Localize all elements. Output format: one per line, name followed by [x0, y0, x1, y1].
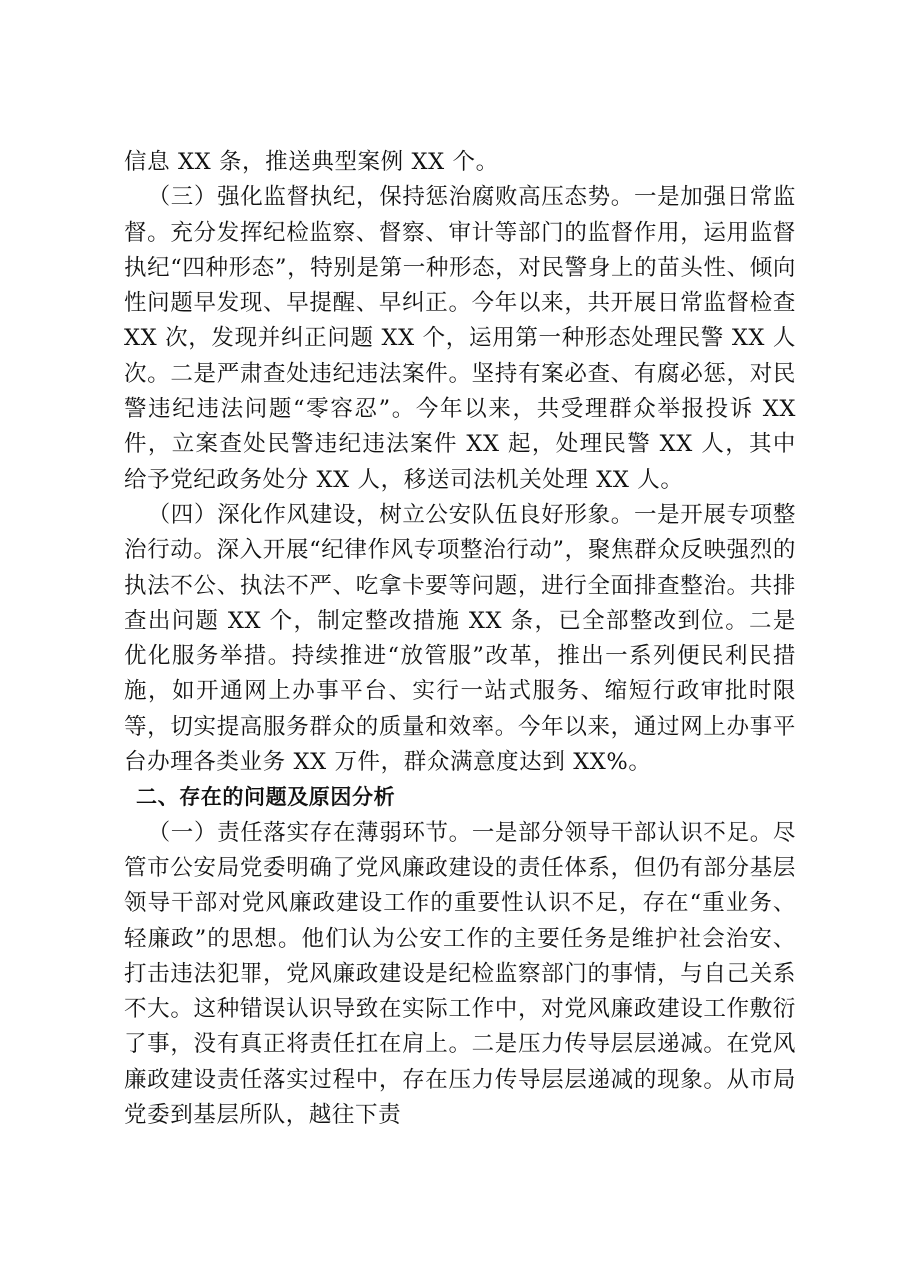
paragraph-supervision: （三）强化监督执纪，保持惩治腐败高压态势。一是加强日常监督。充分发挥纪检监察、督察、审计等部门的监督作用，运用监督执纪“四种形态”，特别是第一种形态，对民警身上的苗头性、倾向性问题早发现、早提醒、早纠正。今年以来，共开展日常监督检查 XX 次，发现并纠正问题 XX 个，运用第一种形态处理民警 XX 人次。二是严肃查处违纪违法案件。坚持有案必查、有腐必惩，对民警违纪违法问题“零容忍”。今年以来，共受理群众举报投诉 XX 件，立案查处民警违纪违法案件 XX 起，处理民警 XX 人，其中给予党纪政务处分 XX 人，移送司法机关处理 XX 人。: [124, 184, 796, 493]
paragraph-continuation: 信息 XX 条，推送典型案例 XX 个。: [124, 149, 499, 175]
document-body: [124, 145, 796, 1133]
paragraph-responsibility: （一）责任落实存在薄弱环节。一是部分领导干部认识不足。尽管市公安局党委明确了党风廉政建设的责任体系，但仍有部分基层领导干部对党风廉政建设工作的重要性认识不足，存在“重业务、轻廉政”的思想。他们认为公安工作的主要任务是维护社会治安、打击违法犯罪，党风廉政建设是纪检监察部门的事情，与自己关系不大。这种错误认识导致在实际工作中，对党风廉政建设工作敷衍了事，没有真正将责任扛在肩上。二是压力传导层层递减。在党风廉政建设责任落实过程中，存在压力传导层层递减的现象。从市局党委到基层所队，越往下责: [124, 819, 796, 1129]
paragraph-work-style: （四）深化作风建设，树立公安队伍良好形象。一是开展专项整治行动。深入开展“纪律作风专项整治行动”，聚焦群众反映强烈的执法不公、执法不严、吃拿卡要等问题，进行全面排查整治。共排查出问题 XX 个，制定整改措施 XX 条，已全部整改到位。二是优化服务举措。持续推进“放管服”改革，推出一系列便民利民措施，如开通网上办事平台、实行一站式服务、缩短行政审批时限等，切实提高服务群众的质量和效率。今年以来，通过网上办事平台办理各类业务 XX 万件，群众满意度达到 XX%。: [124, 501, 796, 776]
section-heading: 二、存在的问题及原因分析: [136, 785, 396, 810]
